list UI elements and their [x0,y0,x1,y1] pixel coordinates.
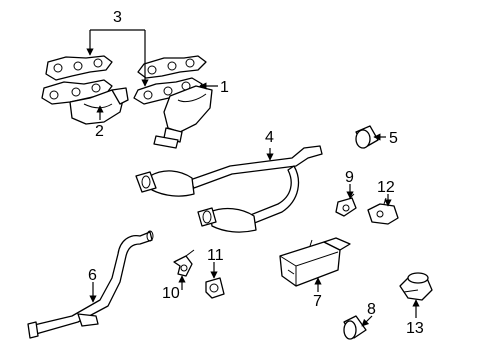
callout-10: 10 [162,285,180,302]
bracket-12 [368,198,398,224]
muffler [280,238,350,286]
tip-8 [344,316,366,339]
callout-13: 13 [406,320,424,337]
intermediate-pipe [28,231,153,338]
right-exhaust-manifold [134,56,212,148]
callout-11: 11 [207,247,224,264]
callout-1: 1 [220,79,229,96]
callout-2: 2 [95,123,104,140]
callout-3: 3 [113,9,122,26]
hanger-9 [336,194,356,216]
callout-12: 12 [377,179,395,196]
callout-8: 8 [367,301,376,318]
callout-5: 5 [389,130,398,147]
callout-9: 9 [345,169,354,186]
y-pipe-assembly [136,146,322,232]
callout-7: 7 [313,293,322,310]
left-exhaust-manifold [42,56,128,124]
tailpipe-13 [400,273,432,300]
hanger-10 [174,250,194,276]
callout-4: 4 [265,129,274,146]
callout-6: 6 [88,267,97,284]
insulator-11 [206,278,224,298]
